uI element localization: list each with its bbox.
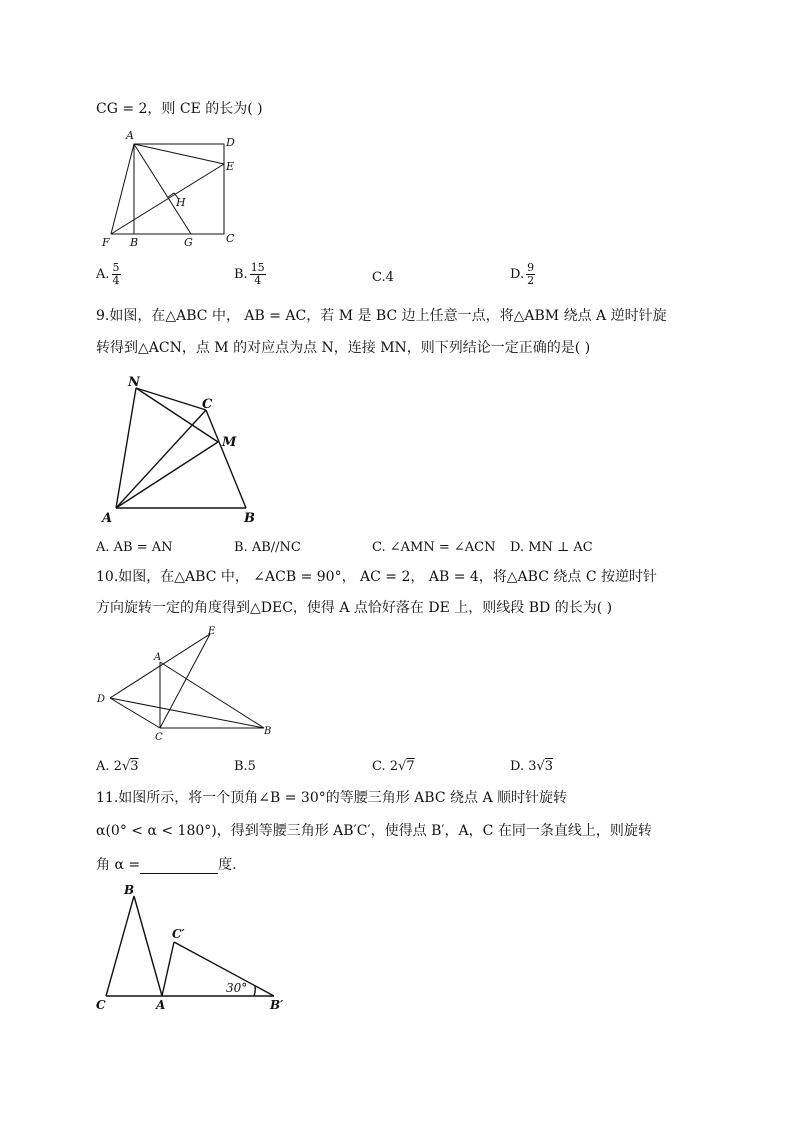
q10-option-a-coef: A. 2 — [96, 759, 122, 774]
q10-label-d: D — [97, 694, 106, 705]
q11-angle-label: 30° — [226, 981, 248, 995]
q11-label-c: C — [96, 998, 106, 1012]
q10-option-c-radicand: 7 — [406, 759, 415, 774]
q8-label-h: H — [176, 196, 186, 209]
q9-label-a: A — [102, 511, 113, 526]
q8-option-d[interactable] — [510, 262, 535, 287]
q8-option-b-numerator: 15 — [250, 261, 265, 274]
q10-label-e: E — [208, 626, 216, 637]
q8-option-c[interactable] — [372, 270, 394, 286]
q11-line-3-prefix: 角 α = — [96, 857, 141, 873]
q8-label-d: D — [226, 136, 235, 149]
q8-option-a-denominator: 4 — [112, 274, 120, 287]
q9-line-2: 转得到△ACN，点 M 的对应点为点 N，连接 MN，则下列结论一定正确的是( ) — [96, 340, 591, 356]
q8-option-d-denominator: 2 — [527, 274, 535, 287]
q11-line-1: 11.如图所示，将一个顶角∠B = 30°的等腰三角形 ABC 绕点 A 顺时针旋转 — [96, 790, 568, 806]
q8-label-g: G — [184, 236, 193, 249]
q9-label-c: C — [202, 397, 213, 412]
q11-figure — [94, 880, 294, 1016]
q10-label-c: C — [155, 732, 163, 743]
q10-label-a: A — [154, 652, 162, 663]
q10-option-a[interactable] — [96, 759, 139, 775]
q8-option-b-fraction — [250, 262, 266, 287]
q9-option-c[interactable]: C. ∠AMN = ∠ACN — [372, 540, 496, 555]
radical-icon: √ — [398, 759, 407, 774]
q11-line-3 — [96, 856, 237, 874]
q11-answer-blank[interactable] — [140, 859, 218, 874]
q8-option-c-prefix: C.4 — [372, 270, 394, 285]
q11-line-2: α(0° < α < 180°)，得到等腰三角形 AB′C′，使得点 B′，A，C 在同一条直线上，则旋转 — [96, 823, 652, 839]
q8-option-d-prefix: D. — [510, 267, 525, 282]
radical-icon: √ — [121, 759, 131, 774]
q10-option-c-coef: C. 2 — [372, 759, 399, 774]
q9-line-1: 9.如图，在△ABC 中， AB = AC，若 M 是 BC 边上任意一点，将△ABM 绕点 A 逆时针旋 — [96, 308, 667, 324]
q8-label-a: A — [126, 129, 134, 142]
radical-icon: √ — [536, 759, 545, 774]
q9-option-a[interactable]: A. AB = AN — [96, 540, 173, 555]
q8-option-a-prefix: A. — [96, 267, 110, 282]
q10-line-2: 方向旋转一定的角度得到△DEC，使得 A 点恰好落在 DE 上，则线段 BD 的长为( ) — [96, 600, 613, 616]
q8-option-b-denominator: 4 — [254, 274, 262, 287]
q10-option-d[interactable] — [510, 759, 553, 775]
q9-label-n: N — [128, 375, 140, 390]
q10-option-d-coef: D. 3 — [510, 759, 537, 774]
q9-label-m: M — [222, 435, 237, 450]
q8-label-f: F — [102, 236, 110, 249]
q8-label-b: B — [130, 236, 139, 249]
q9-figure — [96, 370, 276, 530]
q8-option-a-numerator: 5 — [112, 261, 120, 274]
q8-option-d-fraction — [526, 262, 535, 287]
q10-figure — [94, 624, 284, 744]
q10-option-c[interactable] — [372, 759, 415, 775]
q11-label-a: A — [156, 998, 166, 1012]
q10-option-a-radicand: 3 — [130, 759, 139, 774]
q11-label-b: B — [124, 883, 135, 897]
q9-option-d[interactable]: D. MN ⊥ AC — [510, 540, 593, 555]
q10-label-b: B — [264, 726, 272, 737]
q11-line-3-suffix: 度. — [218, 857, 237, 873]
q10-option-b[interactable] — [234, 759, 256, 775]
q9-label-b: B — [244, 511, 255, 526]
q10-option-b-value: B.5 — [234, 759, 256, 774]
q8-option-a[interactable] — [96, 262, 121, 287]
q8-option-b-prefix: B. — [234, 267, 248, 282]
q9-option-b[interactable]: B. AB//NC — [234, 540, 301, 555]
q8-figure — [96, 126, 246, 252]
q10-line-1: 10.如图，在△ABC 中， ∠ACB = 90°， AC = 2， AB = 4，将△ABC 绕点 C 按逆时针 — [96, 569, 657, 585]
q8-stem-tail: CG = 2，则 CE 的长为( ) — [96, 101, 263, 117]
q8-option-b[interactable] — [234, 262, 266, 287]
q11-label-b-prime: B′ — [270, 998, 284, 1012]
q8-label-e: E — [226, 160, 235, 173]
q10-option-d-radicand: 3 — [544, 759, 554, 774]
q11-label-c-prime: C′ — [172, 927, 185, 941]
q8-option-a-fraction — [112, 262, 121, 287]
q8-label-c: C — [226, 232, 235, 245]
q8-option-d-numerator: 9 — [527, 261, 535, 274]
